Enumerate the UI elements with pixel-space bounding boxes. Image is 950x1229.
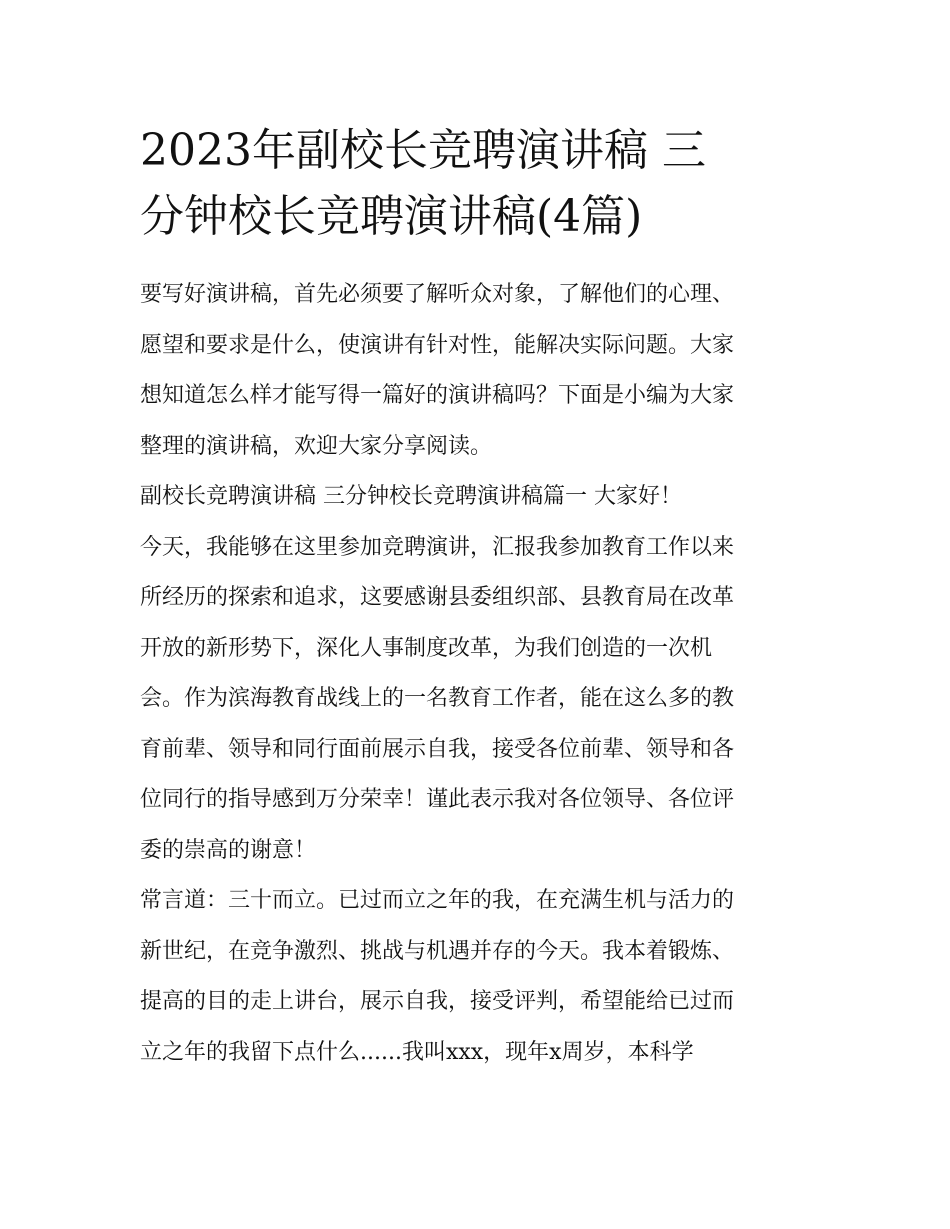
paragraph-introduction-self xyxy=(140,876,812,1078)
text-line: 愿望和要求是什么，使演讲有针对性，能解决实际问题。大家 xyxy=(140,332,735,358)
text-line: 今天，我能够在这里参加竞聘演讲，汇报我参加教育工作以来 xyxy=(140,534,735,560)
document-body xyxy=(140,270,812,1078)
text-line: 想知道怎么样才能写得一篇好的演讲稿吗？下面是小编为大家 xyxy=(140,383,735,408)
text-line: 新世纪，在竞争激烈、挑战与机遇并存的今天。我本着锻炼、 xyxy=(140,938,735,964)
text-line: 常言道：三十而立。已过而立之年的我，在充满生机与活力的 xyxy=(140,888,735,913)
paragraph-heading xyxy=(140,472,812,523)
document-title xyxy=(140,118,812,250)
document-content xyxy=(140,118,812,1078)
text-line: 要写好演讲稿，首先必须要了解听众对象，了解他们的心理、 xyxy=(140,282,735,307)
text-line: 开放的新形势下，深化人事制度改革，为我们创造的一次机 xyxy=(140,635,713,661)
text-line: 会。作为滨海教育战线上的一名教育工作者，能在这么多的教 xyxy=(140,686,735,711)
text-line: 副校长竞聘演讲稿 三分钟校长竞聘演讲稿篇一 大家好！ xyxy=(140,484,682,509)
text-line: 位同行的指导感到万分荣幸！谨此表示我对各位领导、各位评 xyxy=(140,787,735,812)
text-line: 所经历的探索和追求，这要感谢县委组织部、县教育局在改革 xyxy=(140,585,735,610)
title-line: 2023年副校长竞聘演讲稿 三 xyxy=(140,125,706,176)
text-line: 育前辈、领导和同行面前展示自我，接受各位前辈、领导和各 xyxy=(140,736,735,762)
paragraph-intro xyxy=(140,270,812,472)
text-line: 立之年的我留下点什么......我叫xxx，现年x周岁，本科学 xyxy=(140,1039,694,1065)
paragraph-opening xyxy=(140,523,812,877)
title-line: 分钟校长竞聘演讲稿(4篇) xyxy=(140,191,643,242)
text-line: 整理的演讲稿，欢迎大家分享阅读。 xyxy=(140,433,493,459)
text-line: 提高的目的走上讲台，展示自我，接受评判，希望能给已过而 xyxy=(140,989,735,1014)
text-line: 委的崇高的谢意！ xyxy=(140,837,317,863)
